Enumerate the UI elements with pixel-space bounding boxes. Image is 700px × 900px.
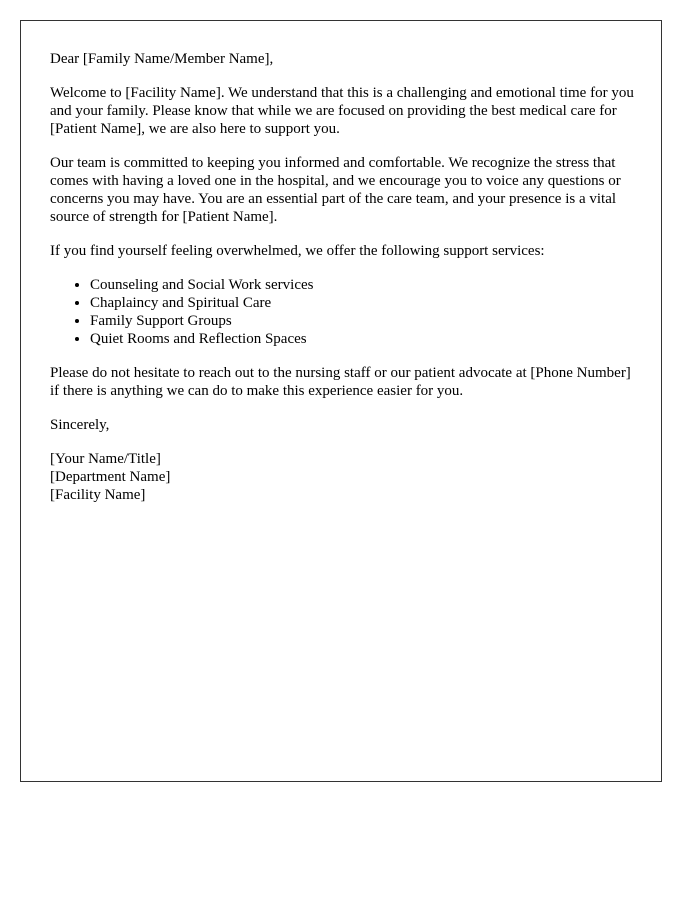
- signature-facility: [Facility Name]: [50, 487, 146, 503]
- list-item: • Quiet Rooms and Reflection Spaces: [90, 330, 635, 348]
- signature-department: [Department Name]: [50, 469, 171, 485]
- paragraph-commitment: Our team is committed to keeping you informed and comfortable. We recognize the stress that comes with having a loved one in the hospital, and we encourage you to voice any questions or concerns you may have. You are an essential part of the care team, and your presence is a vital source of strength for [Patient Name].: [50, 155, 621, 225]
- letter-body: [50, 50, 635, 520]
- paragraph-services-intro: If you find yourself feeling overwhelmed, we offer the following support services:: [50, 243, 545, 259]
- list-item: • Chaplaincy and Spiritual Care: [90, 294, 635, 312]
- paragraph-closing: Please do not hesitate to reach out to the nursing staff or our patient advocate at [Phone Number] if there is anything we can do to make this experience easier for you.: [50, 365, 631, 399]
- list-item: • Counseling and Social Work services: [90, 276, 635, 294]
- sign-off: Sincerely,: [50, 417, 110, 433]
- services-list: [50, 276, 635, 348]
- paragraph-welcome: Welcome to [Facility Name]. We understand that this is a challenging and emotional time for you and your family. Please know that while we are focused on providing the best medical care for [Patient Name], we are also here to support you.: [50, 85, 634, 137]
- letter-page: [20, 20, 662, 782]
- signature-name-title: [Your Name/Title]: [50, 451, 161, 467]
- letter-greeting: Dear [Family Name/Member Name],: [50, 51, 274, 67]
- list-item: • Family Support Groups: [90, 312, 635, 330]
- signature-block: [50, 450, 635, 504]
